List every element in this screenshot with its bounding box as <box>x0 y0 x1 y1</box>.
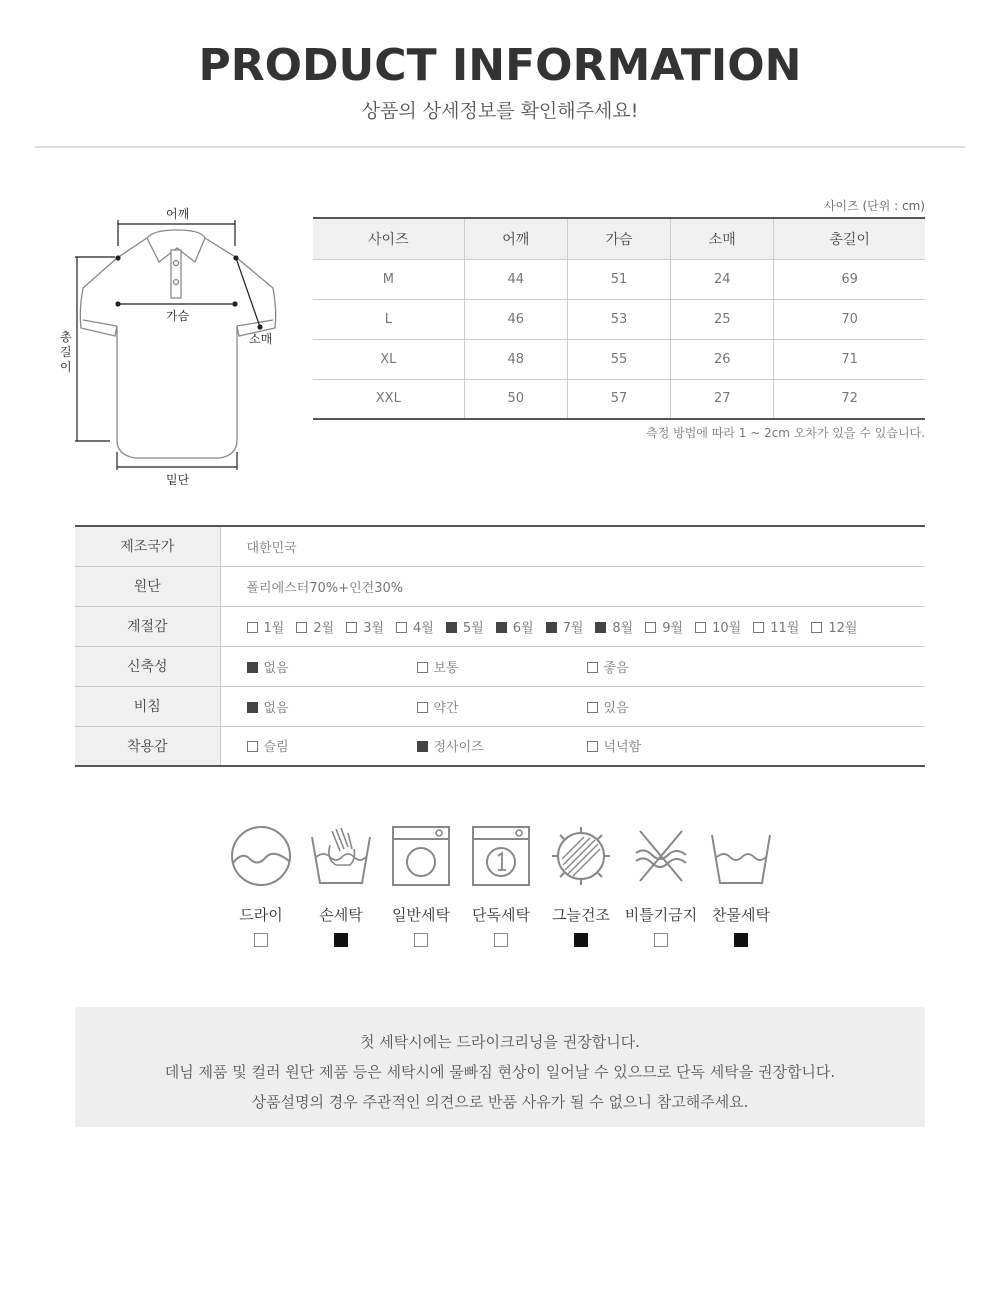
option-item <box>546 617 584 636</box>
laundry-label: 그늘건조 <box>552 906 610 924</box>
option-item <box>247 697 417 716</box>
option-label: 12월 <box>828 620 858 636</box>
unchecked-box-icon <box>753 622 764 633</box>
laundry-checkbox <box>654 933 668 947</box>
size-table-cell: XXL <box>313 379 464 419</box>
notice-line: 상품설명의 경우 주관적인 의견으로 반품 사유가 될 수 없으니 참고해주세요. <box>251 1093 749 1111</box>
option-item <box>417 736 587 755</box>
size-table-row <box>313 379 925 419</box>
option-label: 약간 <box>433 700 459 716</box>
diagram-label-shoulder: 어깨 <box>166 207 190 221</box>
info-label: 신축성 <box>75 646 220 686</box>
option-label: 6월 <box>512 620 534 636</box>
info-label: 계절감 <box>75 606 220 646</box>
option-item <box>446 617 484 636</box>
info-row-season <box>75 606 925 646</box>
option-item <box>587 736 757 755</box>
page-subtitle: 상품의 상세정보를 확인해주세요! <box>361 100 639 122</box>
unchecked-box-icon <box>396 622 407 633</box>
option-label: 있음 <box>603 700 629 716</box>
option-label: 넉넉함 <box>603 740 642 756</box>
size-table-row <box>313 259 925 299</box>
laundry-item-shade-dry <box>541 825 621 947</box>
option-item <box>811 617 857 636</box>
unchecked-box-icon <box>296 622 307 633</box>
checked-box-icon <box>546 622 557 633</box>
laundry-checkbox <box>334 933 348 947</box>
laundry-label: 손세탁 <box>319 906 363 924</box>
size-table-cell: XL <box>313 339 464 379</box>
size-table-cell: 24 <box>671 259 774 299</box>
laundry-label: 찬물세탁 <box>712 906 770 924</box>
laundry-item-hand-wash <box>301 825 381 947</box>
option-label: 슬림 <box>263 740 289 756</box>
option-item <box>396 617 434 636</box>
size-table-cell: 55 <box>567 339 670 379</box>
unchecked-box-icon <box>811 622 822 633</box>
laundry-item-wash-separately <box>461 825 541 947</box>
checked-box-icon <box>247 662 258 673</box>
size-table <box>313 217 925 420</box>
option-label: 4월 <box>413 620 434 636</box>
size-table-cell: 50 <box>464 379 567 419</box>
option-item <box>417 697 587 716</box>
option-label: 좋음 <box>603 660 629 676</box>
option-label: 정사이즈 <box>433 740 484 756</box>
diagram-label-sleeve: 소매 <box>249 332 273 346</box>
size-header-cell: 어깨 <box>464 218 567 259</box>
option-item <box>346 617 384 636</box>
header-divider <box>35 146 965 148</box>
info-label: 원단 <box>75 566 220 606</box>
laundry-item-no-wring <box>621 825 701 947</box>
fit-options <box>220 726 925 766</box>
laundry-item-machine-wash <box>381 825 461 947</box>
info-row-fit <box>75 726 925 766</box>
do-not-wring-icon <box>630 825 692 887</box>
sheer-options <box>220 686 925 726</box>
machine-wash-icon <box>390 825 452 887</box>
option-item <box>417 657 587 676</box>
checked-box-icon <box>595 622 606 633</box>
size-table-cell: 57 <box>567 379 670 419</box>
size-header-cell: 사이즈 <box>313 218 464 259</box>
size-table-cell: 51 <box>567 259 670 299</box>
size-table-cell: 48 <box>464 339 567 379</box>
size-table-cell: 44 <box>464 259 567 299</box>
unchecked-box-icon <box>587 741 598 752</box>
hand-wash-icon <box>310 825 372 887</box>
option-label: 없음 <box>263 660 289 676</box>
cold-wash-icon <box>710 825 772 887</box>
option-label: 2월 <box>313 620 335 636</box>
unchecked-box-icon <box>346 622 357 633</box>
size-table-cell: 72 <box>841 391 858 407</box>
laundry-checkbox <box>254 933 268 947</box>
laundry-care-section <box>221 825 781 955</box>
size-table-cell: 46 <box>464 299 567 339</box>
dry-clean-icon <box>230 825 292 887</box>
laundry-checkbox <box>734 933 748 947</box>
option-item <box>247 736 417 755</box>
size-table-cell: 27 <box>671 379 774 419</box>
diagram-label-chest: 가슴 <box>166 309 190 323</box>
unchecked-box-icon <box>645 622 656 633</box>
size-table-cell: M <box>313 259 464 299</box>
option-item <box>595 617 633 636</box>
product-info-table <box>75 525 925 767</box>
option-item <box>296 617 334 636</box>
info-value: 대한민국 <box>220 526 925 566</box>
size-table-cell: 71 <box>774 339 925 379</box>
diagram-label-length: 총길이 <box>60 330 72 374</box>
option-item <box>695 617 741 636</box>
size-diagram <box>55 200 295 500</box>
shade-dry-icon <box>550 825 612 887</box>
unchecked-box-icon <box>587 662 598 673</box>
unchecked-box-icon <box>247 622 258 633</box>
option-item <box>247 617 285 636</box>
option-label: 8월 <box>612 620 634 636</box>
unchecked-box-icon <box>247 741 258 752</box>
info-row-stretch <box>75 646 925 686</box>
diagram-label-hem: 밑단 <box>166 473 190 487</box>
option-item <box>645 617 683 636</box>
option-item <box>247 657 417 676</box>
unchecked-box-icon <box>417 662 428 673</box>
option-label: 보통 <box>433 660 459 676</box>
checked-box-icon <box>496 622 507 633</box>
size-table-row <box>313 339 925 379</box>
laundry-label: 드라이 <box>239 906 283 924</box>
unchecked-box-icon <box>695 622 706 633</box>
size-header-cell: 가슴 <box>567 218 670 259</box>
option-label: 11월 <box>770 620 800 636</box>
option-item <box>587 697 757 716</box>
polo-shirt-icon <box>55 200 295 500</box>
size-table-cell: 25 <box>671 299 774 339</box>
checked-box-icon <box>247 702 258 713</box>
season-options <box>220 606 925 646</box>
option-label: 5월 <box>462 620 484 636</box>
checked-box-icon <box>417 741 428 752</box>
laundry-item-cold-wash <box>701 825 781 947</box>
size-table-header-row <box>313 218 925 259</box>
info-row-fabric <box>75 566 925 606</box>
laundry-label: 단독세탁 <box>472 906 530 924</box>
unchecked-box-icon <box>417 702 428 713</box>
size-table-cell: 69 <box>774 259 925 299</box>
size-table-row <box>313 299 925 339</box>
info-label: 착용감 <box>75 726 220 766</box>
notice-line: 첫 세탁시에는 드라이크리닝을 권장합니다. <box>360 1033 640 1051</box>
size-header-cell: 소매 <box>671 218 774 259</box>
option-item <box>496 617 534 636</box>
info-value: 폴리에스터70%+인견30% <box>220 566 925 606</box>
care-notice <box>75 1007 925 1127</box>
option-item <box>587 657 757 676</box>
laundry-checkbox <box>574 933 588 947</box>
option-label: 10월 <box>712 620 742 636</box>
laundry-item-dry <box>221 825 301 947</box>
page-title: PRODUCT INFORMATION <box>198 40 802 91</box>
info-label: 제조국가 <box>75 526 220 566</box>
size-unit-label: 사이즈 (단위 : cm) <box>823 199 925 213</box>
laundry-checkbox <box>414 933 428 947</box>
size-table-cell: L <box>313 299 464 339</box>
checked-box-icon <box>446 622 457 633</box>
size-header-cell: 총길이 <box>774 218 925 259</box>
size-table-cell: 70 <box>774 299 925 339</box>
info-row-sheer <box>75 686 925 726</box>
option-label: 1월 <box>263 620 285 636</box>
notice-line: 데님 제품 및 컬러 원단 제품 등은 세탁시에 물빠짐 현상이 일어날 수 있으므로 단독 세탁을 권장합니다. <box>164 1063 836 1081</box>
option-label: 7월 <box>562 620 584 636</box>
laundry-label: 비틀기금지 <box>624 906 698 924</box>
laundry-checkbox <box>494 933 508 947</box>
size-table-cell: 53 <box>567 299 670 339</box>
option-label: 3월 <box>363 620 385 636</box>
wash-separately-icon <box>470 825 532 887</box>
unchecked-box-icon <box>587 702 598 713</box>
size-note: 측정 방법에 따라 1 ~ 2cm 오차가 있을 수 있습니다. <box>646 426 925 440</box>
option-label: 없음 <box>263 700 289 716</box>
size-table-cell: 26 <box>671 339 774 379</box>
laundry-label: 일반세탁 <box>392 906 450 924</box>
info-label: 비침 <box>75 686 220 726</box>
option-item <box>753 617 799 636</box>
stretch-options <box>220 646 925 686</box>
option-label: 9월 <box>662 620 684 636</box>
info-row-origin <box>75 526 925 566</box>
